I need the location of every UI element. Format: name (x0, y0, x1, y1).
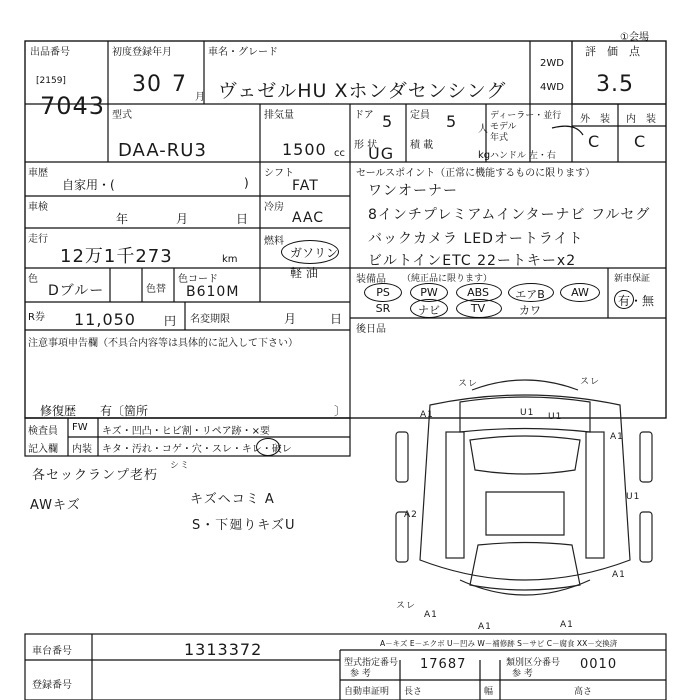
handle-label: ハンドル 左・右 (490, 151, 556, 161)
drive-4wd: 4WD (540, 82, 564, 93)
displacement-label: 排気量 (264, 110, 294, 121)
inspection-month: 月 (176, 212, 189, 226)
equip-navi: ナビ (418, 304, 440, 317)
displacement-value: 1500 (282, 140, 327, 159)
first-reg-month-unit: 月 (195, 92, 205, 103)
mileage-label: 走行 (28, 234, 48, 245)
inspection-label: 車検 (28, 202, 48, 213)
damage-legend: A－キズ E－エクボ U－凹み W－補修跡 S－サビ C－腐食 XX－交換済 (380, 639, 618, 648)
inspector-label2: 記入欄 (28, 444, 58, 455)
interior-check-label: 内装 (72, 444, 92, 455)
history-close: ) (244, 176, 249, 190)
shape-label: 形 状 (354, 140, 378, 151)
length-label: 長さ (404, 687, 423, 697)
load-unit: kg (478, 150, 491, 161)
damage-mark: A1 (610, 432, 624, 442)
mileage-unit: km (222, 254, 238, 265)
class-ref: 参 考 (512, 669, 533, 679)
equip-leather: カワ (519, 304, 541, 317)
car-name-value: ヴェゼルHU Xホンダセンシング (218, 80, 507, 102)
damage-mark: A1 (478, 622, 492, 632)
after-items-label: 後日品 (356, 324, 386, 335)
grade-score: 3.5 (596, 72, 634, 97)
damage-mark: スレ (396, 601, 417, 611)
damage-mark: U1 (520, 408, 535, 418)
damage-mark: A1 (612, 570, 626, 580)
recycle-unit: 円 (164, 314, 177, 328)
height-label: 高さ (574, 687, 593, 697)
history-label: 車歴 (28, 168, 48, 179)
sales-point-line: バックカメラ LEDオートライト (368, 231, 584, 247)
interior-items: キタ・汚れ・コゲ・穴・スレ・キレ・破レ (102, 444, 292, 455)
sales-point-line: ビルトインETC 22ートキーx2 (368, 253, 577, 269)
equip-oval (456, 299, 502, 318)
equip-oval (508, 283, 554, 302)
first-reg-month: 7 (172, 72, 187, 97)
history-value: 自家用・( (62, 178, 115, 192)
equip-tv: TV (470, 302, 486, 315)
fw-label: FW (72, 422, 88, 433)
equip-pw: PW (420, 286, 438, 299)
venue-mark: ①会場 (620, 32, 649, 43)
fuel-diesel: 軽 油 (290, 266, 318, 280)
equip-abs: ABS (467, 286, 489, 299)
ac-label: 冷房 (264, 202, 284, 213)
lot-label: 出品番号 (30, 47, 70, 58)
load-label: 積 載 (410, 140, 434, 151)
type-cert-label: 型式指定番号 (344, 658, 399, 668)
capacity-value: 5 (446, 112, 458, 131)
sales-point-line: 8インチプレミアムインターナビ フルセグ (368, 207, 651, 223)
model-year-label: モデル 年式 (490, 122, 517, 143)
name-change-deadline-label: 名変期限 (190, 314, 230, 325)
color-change-label: 色替 (146, 284, 166, 295)
damage-mark: A2 (404, 510, 418, 520)
class-value: 0010 (580, 657, 618, 672)
remark-line: キズヘコミ A (190, 492, 275, 507)
color-label: 色 (28, 274, 38, 285)
interior-label: 内 装 (626, 114, 656, 125)
grade-label: 評 価 点 (585, 45, 640, 58)
shift-value: FAT (292, 178, 319, 194)
equip-aw: AW (571, 286, 589, 299)
registration-label: 登録番号 (32, 680, 72, 691)
shape-value: UG (368, 144, 395, 163)
damage-mark: スレ (580, 377, 601, 387)
exterior-grade: C (588, 132, 601, 151)
repair-history: 修復歴 有〔箇所 (40, 404, 149, 418)
recycle-label: R券 (28, 312, 45, 323)
car-name-label: 車名・グレード (208, 47, 278, 58)
doors-label: ドア (354, 110, 374, 121)
damage-mark: U1 (548, 412, 563, 422)
sales-points-label: セールスポイント（正常に機能するものに限ります） (356, 168, 596, 179)
damage-mark: A1 (560, 620, 574, 630)
equip-sr: SR (375, 302, 391, 315)
first-reg-year: 30 (132, 72, 162, 97)
equipment-label: 装備品 (356, 274, 386, 285)
fuel-selected-oval (281, 240, 339, 264)
equip-airbag: エアB (515, 288, 545, 301)
ac-value: AAC (292, 210, 325, 226)
color-value: Dブルー (48, 283, 105, 299)
fuel-gasoline: ガソリン (290, 246, 339, 260)
equip-oval (560, 283, 600, 302)
fw-items: キズ・凹凸・ヒビ割・リペア跡・×要 (102, 426, 270, 437)
lot-code: [2159] (36, 76, 66, 86)
type-cert-ref: 参 考 (350, 669, 371, 679)
chassis-label: 車台番号 (32, 646, 72, 657)
interior-selected-oval (256, 438, 280, 456)
width-label: 幅 (484, 687, 494, 697)
deadline-day: 日 (330, 312, 343, 326)
exterior-label: 外 装 (580, 114, 610, 125)
damage-mark: スレ (458, 379, 479, 389)
doors-value: 5 (382, 112, 394, 131)
remark-line: 各セックランプ老朽 (32, 468, 159, 483)
sales-point-line: ワンオーナー (368, 183, 458, 199)
equip-oval (364, 283, 402, 302)
class-label: 類別区分番号 (506, 658, 561, 668)
damage-mark: U1 (626, 492, 641, 502)
dealer-label: ディーラー・並行 (490, 111, 562, 121)
first-reg-label: 初度登録年月 (112, 47, 172, 58)
damage-mark: A1 (424, 610, 438, 620)
mileage-value: 12万1千273 (60, 246, 173, 267)
chassis-value: 1313372 (184, 640, 263, 659)
model-value: DAA-RU3 (118, 140, 207, 161)
capacity-unit: 人 (478, 124, 488, 135)
warranty-oval (614, 290, 634, 309)
color-code-label: 色コード (178, 274, 218, 285)
color-code-value: B610M (186, 284, 240, 300)
shift-label: シフト (264, 168, 294, 179)
deadline-month: 月 (284, 312, 297, 326)
equipment-note: （純正品に限ります） (402, 274, 493, 284)
damage-mark: A1 (420, 410, 434, 420)
warranty-value: 有・無 (618, 294, 655, 308)
notes-label: 注意事項申告欄（不具合内容等は具体的に記入して下さい） (28, 338, 298, 349)
inspection-year: 年 (116, 212, 129, 226)
damage-mark: シミ (170, 461, 191, 471)
equip-ps: PS (376, 286, 390, 299)
fuel-label: 燃料 (264, 236, 284, 247)
repair-close: 〕 (334, 404, 347, 418)
displacement-unit: cc (334, 148, 345, 159)
car-cert-label: 自動車証明 (344, 687, 390, 697)
model-label: 型式 (112, 110, 132, 121)
inspector-label: 検査員 (28, 426, 58, 437)
equip-oval (410, 299, 448, 318)
capacity-label: 定員 (410, 110, 430, 121)
inspection-day: 日 (236, 212, 249, 226)
recycle-value: 11,050 (74, 310, 136, 329)
remark-line: AWキズ (30, 498, 81, 513)
lot-number: 7043 (40, 92, 106, 120)
new-car-warranty-label: 新車保証 (614, 274, 651, 284)
interior-grade: C (634, 132, 647, 151)
type-cert-value: 17687 (420, 657, 467, 672)
drive-2wd: 2WD (540, 58, 564, 69)
remark-line: S・下廻りキズU (192, 518, 296, 533)
